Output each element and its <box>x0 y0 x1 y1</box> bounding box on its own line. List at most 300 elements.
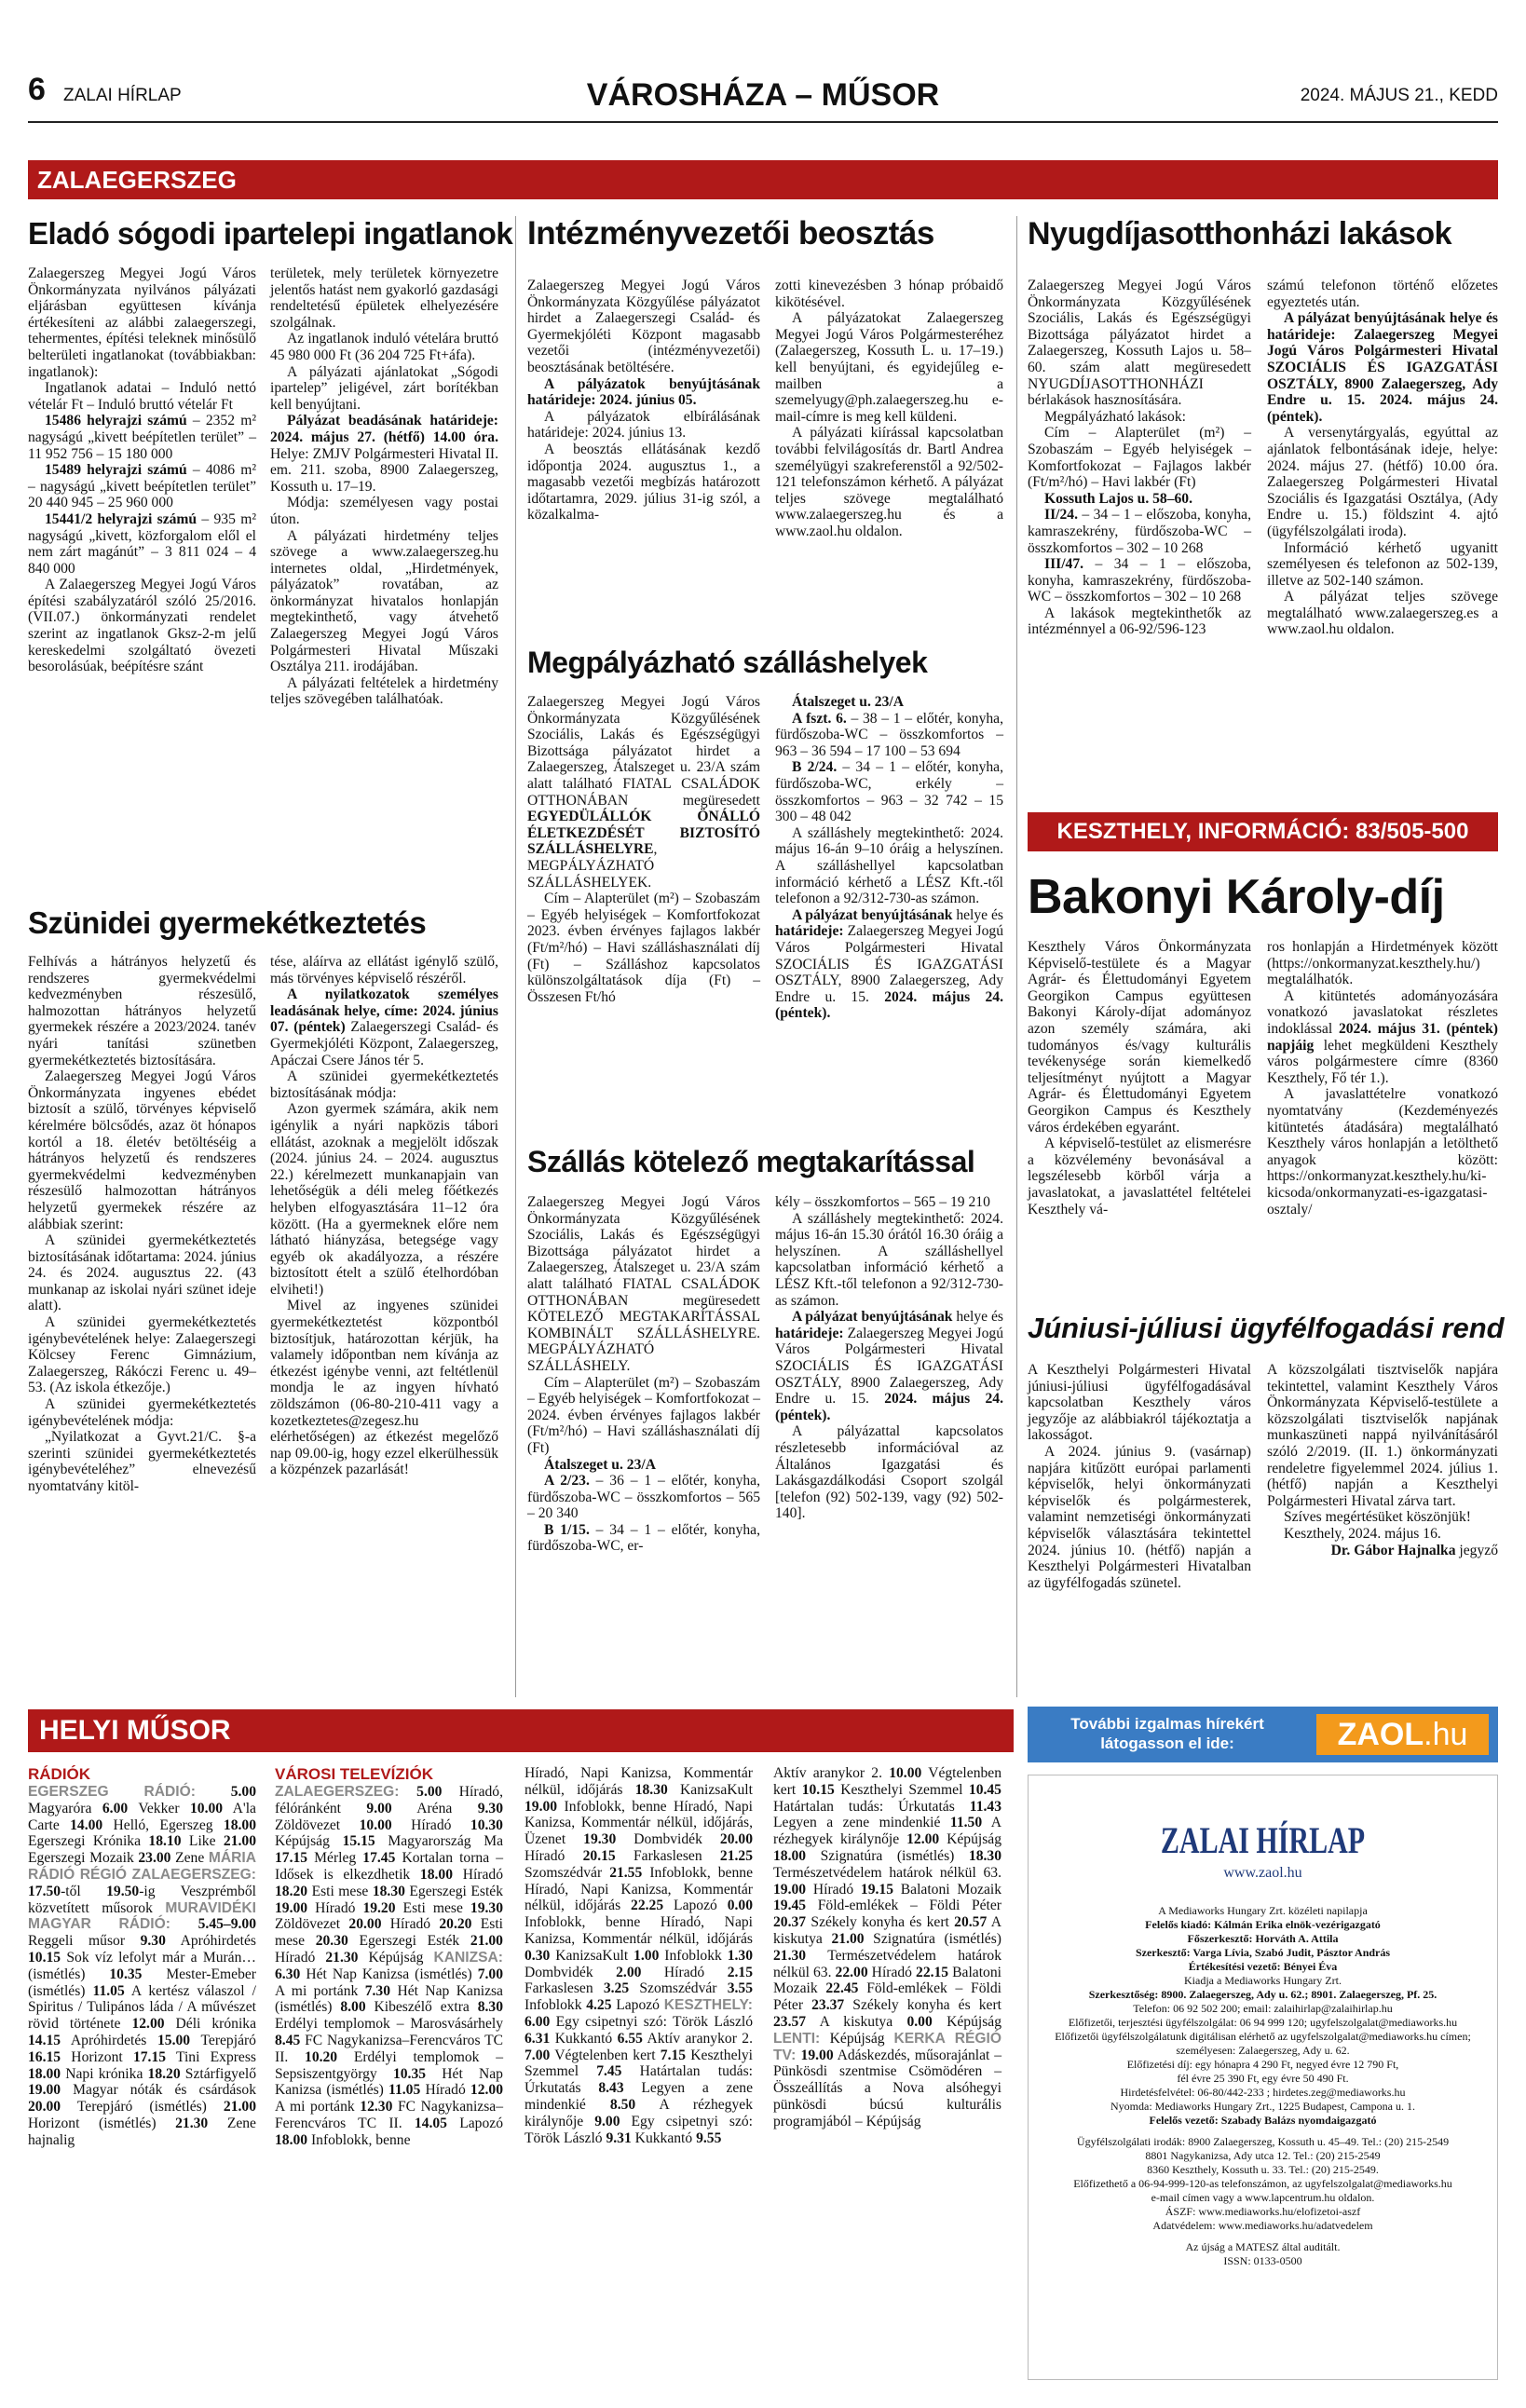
headline-szallas: Szállás kötelező megtakarítással <box>527 1145 975 1178</box>
tv-time: 23.00 <box>138 1850 171 1867</box>
article-szunidei-col2 <box>270 954 498 1478</box>
tv-program: Sztárfigyelő <box>180 2065 256 2082</box>
tv-time: 9.55 <box>696 2129 722 2146</box>
imprint-line: Főszerkesztő: Horváth A. Attila <box>1187 1932 1339 1945</box>
headline-nyugdijas: Nyugdíjasotthonházi lakások <box>1028 216 1452 252</box>
tv-program: Egerszegi Esték <box>404 1883 503 1899</box>
tv-program: Szignatúra (ismétlés) <box>864 1930 1001 1947</box>
tv-time: 12.00 <box>131 2016 165 2033</box>
imprint-logo: ZALAI HÍRLAP <box>1160 1819 1366 1861</box>
text: Cím – Alapterület (m²) – Szobaszám – Egyéb helyiségek – Komfortfokozat – Fajlagos lakbér (Ft/m²/hó) – Havi lakbér (Ft) <box>1028 425 1251 491</box>
article-ugyfelfogadas-col2 <box>1267 1362 1498 1558</box>
text: A beosztás ellátásának kezdő időpontja 2024. augusztus 1., a magasabb vezetői megbízás határozott időtartamra, 2029. július 31-ig szól, a közalkalma- <box>527 441 760 524</box>
tv-time: 17.45 <box>362 1850 396 1867</box>
text: Zalaegerszeg Megyei Jogú Város Önkormányzata Közgyűlésének Szociális, Lakás és Egészségügyi Bizottsága pályázatot hirdet a Zalaegerszeg, Átalszeget u. 23/A szám alatt található FIATAL CSALÁDOK OTTHONÁBAN megüresedett KÖTELEZŐ MEGTAKARÍTÁSSAL KOMBINÁLT SZÁLLÁSHELYRE. MEGPÁLYÁZHATÓ SZÁLLÁSHELY. <box>527 1194 760 1374</box>
text: A szünidei gyermekétkeztetés biztosításának időtartama: 2024. június 24. és 2024. augusztus 22. (43 munkanap az iskolai nyári szünet ideje alatt). <box>28 1232 256 1314</box>
tv-program: A'la Carte <box>28 1800 256 1833</box>
tv-program: Zöldövezet <box>275 1816 360 1833</box>
text: A pályázatok benyújtásának határideje: 2024. június 05. <box>527 375 760 409</box>
tv-time: 6.30 <box>275 1966 301 1982</box>
imprint-url: www.zaol.hu <box>1223 1865 1302 1881</box>
tv-program: Infoblokk, benne Híradó, Napi Kanizsa, Kommentár nélkül, időjárás <box>525 1914 753 1947</box>
tv-program: Képújság <box>275 1833 343 1850</box>
tv-program: Apróhirdetés <box>61 2032 157 2048</box>
tv-program: Farkaslesen <box>525 1980 604 1997</box>
issue-date: 2024. MÁJUS 21., KEDD <box>1300 86 1498 105</box>
tv-time: 8.45 <box>275 2032 301 2048</box>
article-bakonyi-col1 <box>1028 939 1251 1218</box>
text: – 34 – 1 – előszoba, konyha, kamraszekrény, fürdőszoba-WC – összkomfortos – 302 – 10 268 <box>1028 556 1251 605</box>
text: Mivel az ingyenes szünidei gyermekétkeztetést központból biztosítjuk, határozottan kérjük, ha valamely időpontban nem kívánja az étkezést igénybe venni, azt feltétlenül mondja le az ingyen hívható zöldszámon (06-80-210-411 vagy a kozetkeztetes@zegesz.hu elérhetőségen) az étkezést megelőző nap 09.00-ig, hogy ezzel elkerülhessük a közpénzek pazarlását! <box>270 1298 498 1478</box>
tv-program: Farkaslesen <box>615 1847 720 1864</box>
tv-time: 7.00 <box>477 1966 503 1982</box>
imprint-line: 8360 Keszthely, Kossuth u. 33. Tel.: (20) 215-2549. <box>1147 2163 1379 2176</box>
tv-time: 21.00 <box>470 1933 503 1950</box>
tv-program: Híradó <box>525 1847 583 1864</box>
text: – 36 – 1 – előtér, konyha, fürdőszoba-WC – összkomfortos – 565 – 20 340 <box>527 1473 760 1522</box>
tv-time: 21.00 <box>223 2099 256 2116</box>
tv-time: 10.45 <box>968 1781 1001 1798</box>
tv-time: 20.37 <box>773 1914 807 1931</box>
article-bakonyi-col2 <box>1267 939 1498 1218</box>
text: kély – összkomfortos – 565 – 19 210 <box>775 1194 990 1210</box>
tv-time: 19.00 <box>773 1881 807 1898</box>
tv-time: 0.00 <box>727 1898 753 1914</box>
tv-program: Kukkantó <box>550 2030 618 2047</box>
text: 15486 helyrajzi számú <box>45 413 187 429</box>
tv-time: 23.57 <box>773 2013 807 2030</box>
tv-program: Híradó <box>307 1899 363 1916</box>
text: Átalszeget u. 23/A <box>544 1456 656 1473</box>
text: A Zalaegerszeg Megyei Jogú Város építési szabályzatáról szóló 25/2016. (VII.07.) önkormányzati rendelet szerint az ingatlanok Gksz-2-m jelű kereskedelmi szolgáltató övezeti besorolásúak, beépítésre szánt <box>28 577 256 675</box>
tv-program: Terepjáró (ismétlés) <box>61 2099 224 2116</box>
tv-program: Híradó <box>806 1881 861 1898</box>
text: Információ kérhető ugyanitt személyesen és telefonon az 502-139, illetve az 502-140 számon. <box>1267 539 1498 589</box>
text: Azon gyermek számára, akik nem igénylik a nyári napközis tábori ellátást, azoknak a megjelölt időszak (2024. június 24. – 2024. augusztus 22.) kérelmezett munkanapjain van lehetőségük a déli meleg főétkezés helyben elfogyasztására 11–12 óra között. (Ha a gyermeknek előre nem látható hiányzása, betegsége vagy egyéb ok akadályozza, a részére biztosított ételt a szülő ételhordóban elviheti!) <box>270 1101 498 1298</box>
tv-time: 6.00 <box>102 1800 129 1816</box>
tv-time: 23.37 <box>811 1997 845 2014</box>
imprint-line: Felelős vezető: Szabady Balázs nyomdaigazgató <box>1149 2114 1377 2127</box>
tv-station: MURAVIDÉKI MAGYAR RÁDIÓ: <box>28 1899 256 1933</box>
tv-program: Kibeszélő extra <box>365 1999 478 2016</box>
tv-time: 7.30 <box>364 1982 391 1999</box>
tv-program: Egerszegi Esték <box>347 1933 470 1950</box>
tv-col3 <box>525 1765 753 2146</box>
tv-program: Kukkantó <box>631 2129 697 2146</box>
tv-time: 18.00 <box>28 2065 61 2082</box>
text: – 34 – 1 – előtér, konyha, fürdőszoba-WC, erkély – összkomfortos – 963 – 32 742 – 15 300 – 48 042 <box>775 759 1003 825</box>
tv-program: Sok víz lefolyt már a Murán… (ismétlés) <box>28 1949 256 1982</box>
tv-program: Egy csipetnyi szó: Török László <box>550 2013 753 2030</box>
text: Keszthely Város Önkormányzata Képviselő-testülete és a Magyar Agrár- és Élettudományi Egyetem Georgikon Campus együttesen Bakonyi Károly-díjat adományoz azon személy számára, aki tudományos és/vagy kulturális tevékenysége során kiemelkedő teljesítményt nyújtott a Magyar Agrár- és Élettudományi Egyetem Georgikon Campus és Keszthely város érdekében egyaránt. <box>1028 939 1251 1136</box>
text: Helye: ZMJV Polgármesteri Hivatal II. em. 211. szoba, 8900 Zalaegerszeg, Kossuth u. 17–19. <box>270 445 498 495</box>
tv-time: 9.00 <box>594 2113 620 2129</box>
tv-program: Balatoni Mozaik <box>773 1964 1001 1997</box>
imprint-line: A Mediaworks Hungary Zrt. közéleti napilapja <box>1158 1904 1368 1917</box>
zaol-logo <box>1316 1714 1489 1755</box>
tv-program: Magyarország Ma <box>375 1833 503 1850</box>
tv-program: Keszthelyi Szemmel <box>525 2047 753 2080</box>
tv-program: Zene hajnalig <box>28 2115 256 2148</box>
text: III/47. <box>1044 556 1084 573</box>
text: A kitüntetés adományozására vonatkozó javaslatokat részletes indoklással <box>1267 987 1498 1037</box>
tv-program: Horizont <box>61 2048 133 2065</box>
tv-program: Szignatúra (ismétlés) <box>806 1847 969 1864</box>
imprint-line: személyesen: Zalaegerszeg, Ady u. 62. <box>1176 2044 1350 2057</box>
text: területek, mely területek környezetre jelentős hatást nem gyakorló gazdasági rendeltetésű épületek elhelyezésére szolgálnak. <box>270 265 498 331</box>
text: Zalaegerszegi Család- és Gyermekjóléti Központ, Zalaegerszeg, Apáczai Csere János tér 5. <box>270 1019 498 1068</box>
paper-name: ZALAI HÍRLAP <box>63 86 182 105</box>
tv-time: 15.00 <box>157 2032 191 2048</box>
tv-program: Természetvédelem határok nélkül 63. <box>773 1864 1001 1881</box>
tv-station: LENTI: <box>773 2030 830 2047</box>
imprint-line: Szerkesztőség: 8900. Zalaegerszeg, Ady u. 62.; 8901. Zalaegerszeg, Pf. 25. <box>1088 1988 1437 2001</box>
tv-program: Híradó, Napi Kanizsa, Kommentár nélkül, időjárás <box>525 1765 753 1798</box>
tv-program: Híradó <box>641 1964 728 1980</box>
text: 15489 helyrajzi számú <box>45 462 187 479</box>
tv-program: -től <box>61 1883 107 1899</box>
tv-program: A mi portánk <box>275 1982 365 1999</box>
text: – 34 – 1 – előszoba, konyha, kamraszekrény, fürdőszoba-WC – összkomfortos – 302 – 10 268 <box>1028 507 1251 556</box>
imprint-line: Előfizethető a 06-94-999-120-as telefonszámon, az ugyfelszolgalat@mediaworks.hu <box>1073 2177 1452 2190</box>
tv-time: 14.15 <box>28 2032 61 2048</box>
tv-station: KANIZSA: <box>433 1949 503 1966</box>
text: tése, aláírva az ellátást igénylő szülő, más törvényes képviselő részéről. <box>270 954 498 986</box>
imprint-box <box>1028 1775 1498 2380</box>
text: ros honlapján a Hirdetmények között (https://onkormanyzat.keszthely.hu/) megtalálhatók. <box>1267 939 1498 988</box>
text: – 4086 m² – nagyságú „kivett beépítetlen terület” 20 440 945 – 25 960 000 <box>28 462 257 511</box>
text: Megpályázható lakások: <box>1044 408 1186 425</box>
tv-program: Képújság <box>829 2030 894 2047</box>
article-szallas-col2 <box>775 1194 1003 1522</box>
text: határideje: <box>775 1325 844 1341</box>
text: számú telefonon történő előzetes egyeztetés után. <box>1267 278 1498 310</box>
tv-time: 20.15 <box>582 1847 616 1864</box>
imprint-line: Telefon: 06 92 502 200; email: zalaihirlap@zalaihirlap.hu <box>1133 2002 1393 2015</box>
tv-program: FC Nagykanizsa–Ferencváros TC II. <box>275 2032 503 2065</box>
tv-time: 7.45 <box>596 2063 622 2080</box>
tv-program: Aktív aranykor 2. <box>773 1765 890 1781</box>
article-elado-col1 <box>28 265 256 675</box>
text: A pályázatokat Zalaegerszeg Megyei Jogú Város Polgármesteréhez (Zalaegerszeg, Kossuth L. u. 17–19.) kell benyújtani, és egyidejűleg e-mailben a szemelyugy@ph.zalaegerszeg.hu e-mail-címre is meg kell küldeni. <box>775 310 1003 425</box>
tv-program: Keszthelyi Szemmel <box>834 1781 969 1798</box>
tv-program: Aktív aranykor 2. <box>642 2030 754 2047</box>
tv-program: Híradó, félóránként <box>275 1784 503 1816</box>
text: Módja: személyesen vagy postai úton. <box>270 495 498 527</box>
tv-time: 7.00 <box>525 2047 551 2063</box>
tv-program: Aréna <box>391 1800 478 1816</box>
tv-program: Esti mese <box>307 1883 373 1899</box>
tv-time: 8.43 <box>598 2080 624 2097</box>
tv-program: Hét Nap Kanizsa (ismétlés) <box>300 1966 478 1982</box>
tv-time: 6.55 <box>617 2030 643 2047</box>
tv-program: Esti mese <box>395 1899 470 1916</box>
text: A lakások megtekinthetők az intézménnyel a 06-92/596-123 <box>1028 605 1251 638</box>
imprint-line: Szerkesztő: Varga Lívia, Szabó Judit, Pásztor András <box>1135 1946 1391 1959</box>
tv-time: 21.25 <box>719 1847 753 1864</box>
tv-program: Szomszédvár <box>629 1980 728 1997</box>
tv-program: A kiskutya <box>806 2013 907 2030</box>
imprint-line: 8801 Nagykanizsa, Ady utca 12. Tel.: (20) 215-2549 <box>1145 2149 1381 2162</box>
imprint-line <box>1036 2128 1490 2135</box>
tv-program: Magyaróra <box>28 1800 102 1816</box>
text: A pályázati feltételek a hirdetmény teljes szövegében találhatóak. <box>270 674 498 708</box>
article-szunidei-col1 <box>28 954 256 1495</box>
text: A 2/23. <box>544 1473 590 1490</box>
tv-program: Infoblokk, benne <box>307 2131 411 2148</box>
tv-time: 7.15 <box>660 2047 687 2063</box>
tv-program: Híradó <box>275 1949 326 1966</box>
tv-program: Reggeli műsor <box>28 1933 141 1950</box>
tv-program: Határtalan tudás: Úrkutatás <box>525 2063 753 2097</box>
tv-time: 10.20 <box>305 2048 338 2065</box>
tv-time: 21.00 <box>831 1930 865 1947</box>
tv-time: 6.31 <box>525 2030 551 2047</box>
tv-time: 19.00 <box>275 1899 308 1916</box>
tv-heading: VÁROSI TELEVÍZIÓK <box>275 1765 434 1783</box>
tv-time: 9.31 <box>606 2129 632 2146</box>
tv-time: 19.30 <box>583 1831 617 1848</box>
tv-program: Föld-emlékek – Földi Péter <box>806 1898 1001 1914</box>
zaol-ad-banner[interactable] <box>1028 1707 1498 1762</box>
tv-time: 9.30 <box>140 1933 166 1950</box>
tv-time: 22.00 <box>835 1964 868 1980</box>
text: A nyilatkozatok személyes leadásának helye, címe: 2024. június 07. (péntek) <box>270 986 498 1036</box>
zalaegerszeg-band-label: ZALAEGERSZEG <box>37 165 237 194</box>
tv-time: 17.50 <box>28 1883 61 1899</box>
tv-program: Apróhirdetés <box>165 1933 256 1950</box>
text: – 935 m² nagyságú „kivett, közforgalom elől el nem zárt magánút” – 3 811 024 – 4 840 000 <box>28 510 257 577</box>
tv-time: 19.00 <box>525 1798 558 1815</box>
keszthely-band-label: KESZTHELY, INFORMÁCIÓ: 83/505-500 <box>1056 819 1469 844</box>
tv-time: 10.35 <box>392 2065 427 2082</box>
article-megpalyazhato-col2 <box>775 694 1003 1022</box>
tv-program: Hét Nap Kanizsa (ismétlés) <box>275 2065 503 2099</box>
tv-time: 1.00 <box>634 1947 660 1964</box>
tv-time: 12.00 <box>470 2082 503 2099</box>
imprint-line: Értékesítési vezető: Bényei Éva <box>1188 1960 1338 1973</box>
tv-program: Dombvidék <box>616 1831 720 1848</box>
ad-line2: látogasson el ide: <box>1100 1735 1234 1752</box>
text: A 2024. június 9. (vasárnap) napjára kitűzött európai parlamenti képviselők, helyi önkormányzati képviselők és polgármesterek, valamint nemzetiségi önkormányzati képviselők választására tekintettel 2024. június 10. (hétfő) napján a Keszthelyi Polgármesteri Hivatalban az ügyfélfogadás szünetel. <box>1028 1443 1251 1591</box>
text: – 34 – 1 – előtér, konyha, fürdőszoba-WC, er- <box>527 1521 760 1555</box>
imprint-line: e-mail címen vagy a www.lapcentrum.hu oldalon. <box>1151 2191 1375 2204</box>
header-rule <box>28 121 1498 123</box>
tv-program: Erdélyi templomok – Sepsiszentgyörgy <box>275 2048 503 2082</box>
tv-station: MÁRIA RÁDIÓ RÉGIÓ ZALAEGERSZEG: <box>28 1850 256 1883</box>
tv-program: Infoblokk, benne Híradó, Napi Kanizsa, Kommentár nélkül, időjárás, Üzenet <box>525 1798 753 1848</box>
tv-time: 10.15 <box>28 1949 61 1966</box>
text: EGYEDÜLÁLLÓK ÖNÁLLÓ ÉLETKEZDÉSÉT BIZTOSÍTÓ SZÁLLÁSHELYRE <box>527 809 760 858</box>
tv-program: Infoblokk <box>659 1947 728 1964</box>
tv-time: 11.05 <box>388 2082 421 2099</box>
text: Zalaegerszeg Megyei Jogú Város Önkormányzata Közgyűlése pályázatot hirdet a Zalaegerszegi Család- és Gyermekjóléti Központ magasabb vezetői (intézményvezetői) beosztásának betöltésére. <box>527 278 760 375</box>
text: A pályázati kiírással kapcsolatban további felvilágosítás dr. Bartl Andrea személyügyi szakreferenstől a 92/502-121 telefonszámon kérhető. A pályázat teljes szövege megtalálható www.zalaegerszeg.hu és a www.zaol.hu oldalon. <box>775 425 1003 539</box>
tv-time: 18.00 <box>223 1816 256 1833</box>
text: A versenytárgyalás, egyúttal az ajánlatok felbontásának ideje, helye: 2024. május 27. (hétfő) 10.00 óra. Zalaegerszeg Polgármesteri Hivatal Szociális és Igazgatási Osztálya, (Ady Endre u. 15.) földszint 4. ajtó (ügyfélszolgálati iroda). <box>1267 425 1498 539</box>
tv-col4 <box>773 1765 1001 2130</box>
tv-program: Híradó <box>867 1964 917 1980</box>
tv-program: Föld-emlékek – Földi Péter <box>773 1980 1001 2014</box>
text: Az ingatlanok induló vételára bruttó 45 980 000 Ft (36 204 725 Ft+áfa). <box>270 331 498 363</box>
tv-time: 5.00 <box>416 1784 443 1800</box>
imprint-line <box>1036 2233 1490 2240</box>
imprint-line: Előfizetői, terjesztési ügyfélszolgálat: 06 94 999 120; ugyfelszolgalat@mediaworks.hu <box>1068 2016 1458 2029</box>
tv-time: 18.20 <box>147 2065 181 2082</box>
tv-time: 11.50 <box>949 1815 983 1831</box>
tv-time: 20.57 <box>954 1914 988 1931</box>
tv-time: 8.00 <box>340 1999 366 2016</box>
text: Szíves megértésüket köszönjük! <box>1284 1509 1471 1526</box>
text: A szünidei gyermekétkeztetés igénybevételének helye: Zalaegerszegi Kölcsey Ferenc Gimnázium, Zalaegerszeg, Rákóczi Ferenc u. 49–53. (Az iskola étkezője.) <box>28 1314 256 1396</box>
tv-heading: RÁDIÓK <box>28 1765 91 1783</box>
text: , MEGPÁLYÁZHATÓ SZÁLLÁSHELYEK. <box>527 841 658 891</box>
tv-time: 20.00 <box>719 1831 753 1848</box>
text: B 1/15. <box>544 1521 590 1538</box>
tv-time: 22.25 <box>631 1898 664 1914</box>
article-nyugdijas-col1 <box>1028 278 1251 638</box>
tv-program: Esti mese <box>275 1916 503 1950</box>
tv-time: 18.00 <box>275 2131 308 2148</box>
tv-program: Like <box>181 1833 224 1850</box>
tv-time: 8.30 <box>477 1999 503 2016</box>
tv-time: 5.45–9.00 <box>198 1916 256 1933</box>
tv-time: 12.30 <box>360 2099 393 2116</box>
text: Kossuth Lajos u. 58–60. <box>1044 490 1193 507</box>
tv-time: 6.00 <box>525 2013 551 2030</box>
column-rule <box>515 216 516 1697</box>
text: A szünidei gyermekétkeztetés biztosításának módja: <box>270 1068 498 1101</box>
tv-program: Egerszegi Mozaik <box>28 1850 139 1867</box>
text: Zalaegerszeg Megyei Jogú Város Polgármesteri Hivatal SZOCIÁLIS ÉS IGAZGATÁSI OSZTÁLY, 8900 Zalaegerszeg, Ady Endre u. 15. <box>775 923 1003 1005</box>
text: Zalaegerszeg Megyei Jogú Város Önkormányzata ingyenes ebédet biztosít a szülő, törvényes képviselő kérelmére bölcsődés, azaz öt hónapos kortól a 18. életév betöltéséig a hátrányos helyzetű és rendszeres gyermekvédelmi kedvezményben részesülő halmozottan hátrányos helyzetű gyermekek részére az alábbiak szerint: <box>28 1068 256 1232</box>
text: II/24. <box>1044 507 1078 524</box>
tv-program: Lapozó <box>663 1898 728 1914</box>
tv-program: A rézhegyek királynője <box>525 2096 753 2129</box>
tv-station: ZALAEGERSZEG: <box>275 1784 417 1800</box>
tv-program: Erdélyi templomok – Marosvásárhely <box>275 2016 503 2033</box>
article-ugyfelfogadas-col1 <box>1028 1362 1251 1591</box>
tv-program: Kortalan torna – Idősek is elkezdhetik <box>275 1850 503 1883</box>
tv-program: Határtalan tudás: Úrkutatás <box>773 1798 970 1815</box>
text: Cím – Alapterület (m²) – Szobaszám – Egyéb helyiségek – Komfortfokozat – 2024. évben érvényes fajlagos lakbér (Ft/m²/hó) – Havi szálláshasználati díj (Ft) <box>527 1374 760 1456</box>
tv-time: 10.00 <box>189 1800 224 1816</box>
tv-time: 5.00 <box>230 1784 256 1800</box>
tv-program: Képújság <box>358 1949 434 1966</box>
text: A pályázattal kapcsolatos részletesebb információval az Általános Igazgatási és Lakásgazdálkodási Csoport szolgál [telefon (92) 502-139, vagy (92) 502-140]. <box>775 1423 1003 1522</box>
tv-program: Mérleg <box>307 1850 363 1867</box>
imprint-line: Előfizetői ügyfélszolgálatunk digitálisan elérhető az ugyfelszolgalat@mediaworks.hu címen; <box>1055 2030 1471 2043</box>
tv-program: Legyen a zene mindenkié <box>525 2080 754 2113</box>
tv-time: 19.15 <box>860 1881 894 1898</box>
section-title: VÁROSHÁZA – MŰSOR <box>586 77 940 113</box>
tv-time: 4.25 <box>586 1997 612 2014</box>
tv-time: 16.15 <box>28 2048 61 2065</box>
tv-time: 22.15 <box>916 1964 949 1980</box>
tv-time: 19.45 <box>773 1898 807 1914</box>
tv-time: 18.00 <box>773 1847 807 1864</box>
text: jegyző <box>1455 1542 1498 1558</box>
text: Dr. Gábor Hajnalka <box>1330 1542 1456 1558</box>
tv-col2 <box>275 1765 503 2149</box>
tv-program: Helló, Egerszeg <box>102 1816 224 1833</box>
text: A pályázat benyújtásának <box>792 906 953 923</box>
imprint-line: Adatvédelem: www.mediaworks.hu/adatvedelem <box>1152 2219 1373 2232</box>
text: 2024. május 24. (péntek). <box>775 1391 1003 1423</box>
text: zotti kinevezésben 3 hónap próbaidő kikötésével. <box>775 278 1003 310</box>
tv-program: Végtelenben kert <box>550 2047 661 2063</box>
tv-program: Zene <box>170 1850 209 1867</box>
tv-time: 18.30 <box>968 1847 1001 1864</box>
tv-time: 10.15 <box>801 1781 835 1798</box>
tv-program: A kiskutya <box>773 1914 1001 1947</box>
ad-line1: További izgalmas hírekért <box>1070 1715 1264 1733</box>
imprint-line: Az újság a MATESZ által auditált. <box>1185 2240 1341 2253</box>
tv-time: 20.00 <box>348 1916 382 1933</box>
tv-time: 2.15 <box>727 1964 753 1980</box>
tv-col1 <box>28 1765 256 2149</box>
text: A szálláshely megtekinthető: 2024. május 16-án 9–10 óráig a helyszínen. A szálláshellyel kapcsolatban információ kérhető a LÉSZ Kft.-től telefonon a 92/312-730-as számon. <box>775 824 1003 907</box>
text: A közszolgálati tisztviselők napjára tekintettel, valamint Keszthely Város Önkormányzata Képviselő-testülete a közszolgálati tisztviselők napjának munkaszüneti nappá nyilvánításáról szóló 2/2019. (II. 1.) önkormányzati rendeletre figyelemmel 2024. július 1. (hétfő) napján a Keszthelyi Polgármesteri Hivatal zárva tart. <box>1267 1362 1498 1509</box>
text: A pályázati ajánlatokat „Sógodi ipartelep” jeligével, zárt borítékban kell benyújtani. <box>270 363 498 413</box>
tv-program: Híradó <box>391 1816 470 1833</box>
tv-time: 19.50 <box>106 1883 140 1899</box>
tv-time: 15.15 <box>342 1833 375 1850</box>
tv-time: 14.05 <box>414 2115 447 2131</box>
imprint-line: ISSN: 0133-0500 <box>1223 2254 1302 2267</box>
tv-program: Infoblokk, benne Híradó, Napi Kanizsa, Kommentár nélkül, időjárás <box>525 1864 753 1914</box>
page-number: 6 <box>28 72 46 107</box>
tv-program: Zöldövezet <box>275 1916 349 1933</box>
tv-program: Egy csipetnyi szó: Török László <box>525 2113 754 2146</box>
text: Zalaegerszeg Megyei Jogú Város Önkormányzata Közgyűlésének Szociális, Lakás és Egészségügyi Bizottsága pályázatot hirdet a Zalaegerszeg, Átalszeget u. 23/A szám alatt található FIATAL CSALÁDOK OTTHONÁBAN megüresedett <box>527 694 760 809</box>
headline-elado: Eladó sógodi ipartelepi ingatlanok <box>28 216 513 251</box>
tv-program: Székely konyha és kert <box>806 1914 955 1931</box>
tv-program: KanizsaKult <box>550 1947 634 1964</box>
tv-program: A rézhegyek királynője <box>773 1815 1001 1848</box>
text: Zalaegerszeg Megyei Jogú Város Önkormányzata nyilvános pályázati eljárásban együttesen kívánja értékesíteni az alábbi zalaegerszegi, tehermentes, építési teleknek minősülő belterületi ingatlanokat (továbbiakban: ingatlanok): <box>28 265 256 380</box>
text: A fszt. 6. <box>792 710 847 727</box>
tv-time: 10.35 <box>109 1966 143 1982</box>
tv-program: Tini Express <box>166 2048 256 2065</box>
tv-station: KESZTHELY: <box>663 1997 753 2014</box>
tv-time: 19.00 <box>800 2047 834 2063</box>
text: Zalaegerszeg Megyei Jogú Város Önkormányzata Közgyűlésének Szociális, Lakás és Egészségügyi Bizottsága pályázatot hirdet a Zalaegerszeg, Kossuth Lajos u. 58–60. szám alatt megüresedett NYUGDÍJASOTTHONHÁZI bérlakások hasznosítására. <box>1028 278 1251 409</box>
tv-program: Infoblokk <box>525 1997 587 2014</box>
tv-time: 17.15 <box>275 1850 308 1867</box>
text: 2024. május 31. (péntek) napjáig <box>1267 1020 1498 1054</box>
text: Átalszeget u. 23/A <box>792 694 904 710</box>
text: határideje: <box>775 923 844 940</box>
keszthely-band <box>1028 812 1498 851</box>
tv-program: Legyen a zene mindenkié <box>773 1815 950 1831</box>
tv-time: 10.30 <box>470 1816 503 1833</box>
tv-program: Híradó <box>381 1916 440 1933</box>
tv-program: Híradó <box>453 1866 504 1883</box>
headline-bakonyi: Bakonyi Károly-díj <box>1028 870 1445 924</box>
text: lehet megküldeni Keszthely város polgármestere címre (8360 Keszthely, Fő tér 1.). <box>1267 1037 1498 1086</box>
text: Ingatlanok adatai – Induló nettó vételár Ft – Induló bruttó vételár Ft <box>28 380 256 413</box>
tv-time: 20.00 <box>28 2099 61 2116</box>
text: A képviselő-testület az elismerésre a közvélemény bevonásával a legszélesebb körből várja a javaslatokat, a javaslattétel feltételei Keszthely vá- <box>1028 1136 1251 1218</box>
tv-band <box>28 1709 1014 1752</box>
text: Pályázat beadásának határideje: 2024. május 27. (hétfő) 14.00 óra. <box>270 413 498 445</box>
text: A pályázat benyújtásának helye és határideje: Zalaegerszeg Megyei Jogú Város Polgármesteri Hivatal SZOCIÁLIS ÉS IGAZGATÁSI OSZTÁLY, 8900 Zalaegerszeg, Ady Endre u. 15. 2024. május 24. (péntek). <box>1267 310 1498 425</box>
zaol-logo-tld: .hu <box>1424 1717 1468 1752</box>
tv-time: 10.00 <box>889 1765 922 1781</box>
tv-program: Képújság <box>932 2013 1002 2030</box>
tv-time: 14.00 <box>70 1816 103 1833</box>
